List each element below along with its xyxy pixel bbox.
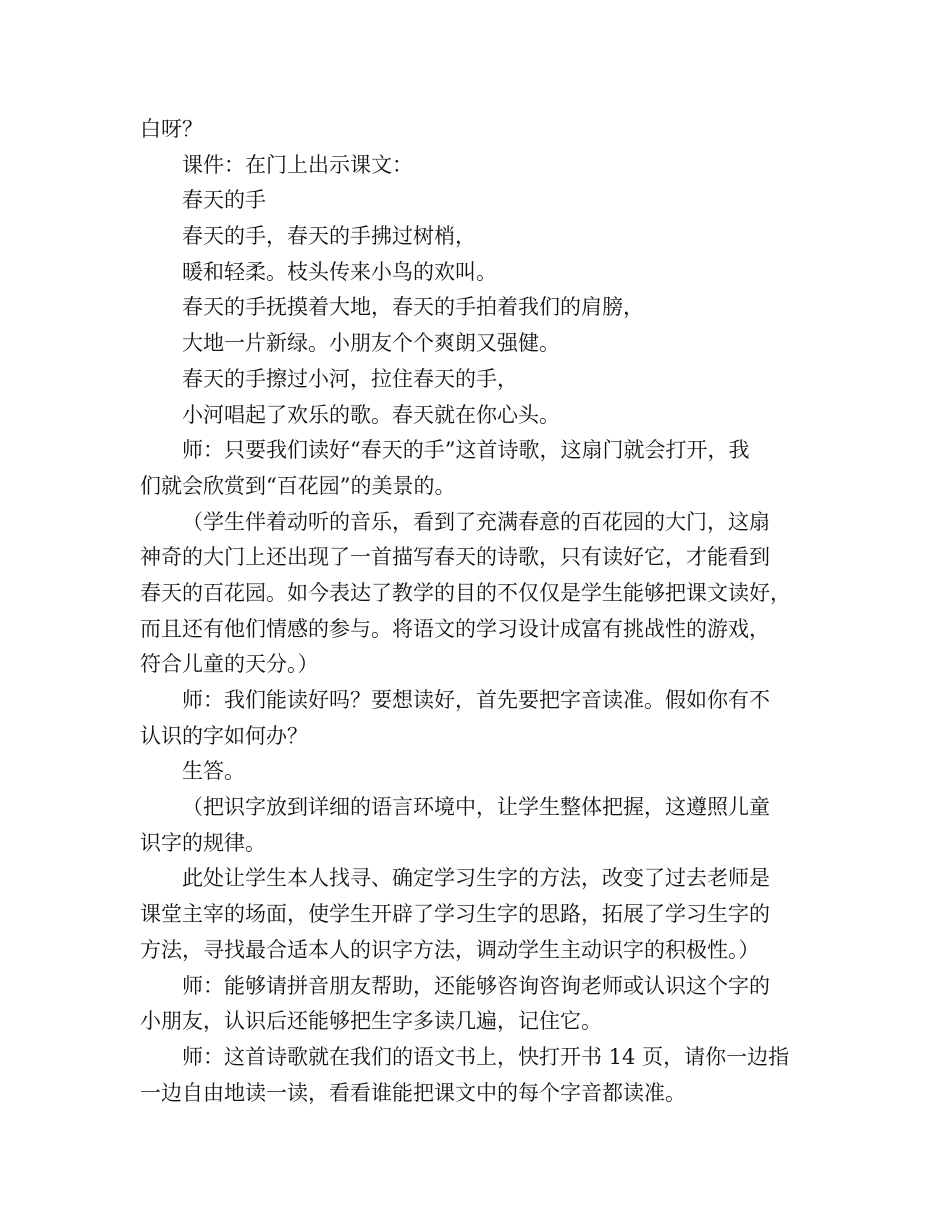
text-line: 一边自由地读一读，看看谁能把课文中的每个字音都读准。 [140, 1080, 686, 1105]
text-line: （把识字放到详细的语言环境中，让学生整体把握，这遵照儿童 [182, 795, 770, 820]
text-line: 师：能够请拼音朋友帮助，还能够咨询咨询老师或认识这个字的 [182, 973, 770, 998]
text-line: 符合儿童的天分。） [140, 652, 319, 677]
text-line: 认识的字如何办？ [140, 723, 308, 748]
text-line: 春天的百花园。如今表达了教学的目的不仅仅是学生能够把课文读好， [140, 580, 791, 605]
text-line: 神奇的大门上还出现了一首描写春天的诗歌，只有读好它，才能看到 [140, 545, 770, 570]
text-line: 白呀？ [140, 117, 203, 141]
text-line: 识字的规律。 [140, 830, 266, 855]
text-line: 师：只要我们读好“春天的手”这首诗歌，这扇门就会打开，我 [182, 438, 750, 463]
text-line: 们就会欣赏到“百花园”的美景的。 [140, 473, 456, 498]
text-line: 春天的手擦过小河，拉住春天的手， [182, 366, 518, 391]
text-line: 暖和轻柔。枝头传来小鸟的欢叫。 [182, 259, 497, 284]
text-line: 小朋友，认识后还能够把生字多读几遍，记住它。 [140, 1009, 602, 1034]
text-line: 此处让学生本人找寻、确定学习生字的方法，改变了过去老师是 [182, 866, 770, 891]
text-line: 生答。 [182, 759, 245, 784]
text-line: （学生伴着动听的音乐，看到了充满春意的百花园的大门，这扇 [182, 509, 770, 534]
text-line: 而且还有他们情感的参与。将语文的学习设计成富有挑战性的游戏， [140, 616, 770, 641]
text-line: 课件：在门上出示课文： [182, 152, 413, 177]
text-line: 春天的手，春天的手拂过树梢， [182, 224, 476, 249]
text-line: 课堂主宰的场面，使学生开辟了学习生字的思路，拓展了学习生字的 [140, 902, 770, 927]
text-line: 春天的手 [182, 188, 266, 213]
text-line: 师：这首诗歌就在我们的语文书上，快打开书 14 页，请你一边指 [182, 1044, 790, 1069]
text-line: 大地一片新绿。小朋友个个爽朗又强健。 [182, 331, 560, 356]
text-line: 小河唱起了欢乐的歌。春天就在你心头。 [182, 402, 560, 427]
document-body [140, 112, 812, 1111]
text-line: 师：我们能读好吗？要想读好，首先要把字音读准。假如你有不 [182, 688, 770, 712]
text-line: 春天的手抚摸着大地，春天的手拍着我们的肩膀， [182, 295, 644, 320]
text-line: 方法，寻找最合适本人的识字方法，调动学生主动识字的积极性。） [140, 937, 760, 962]
